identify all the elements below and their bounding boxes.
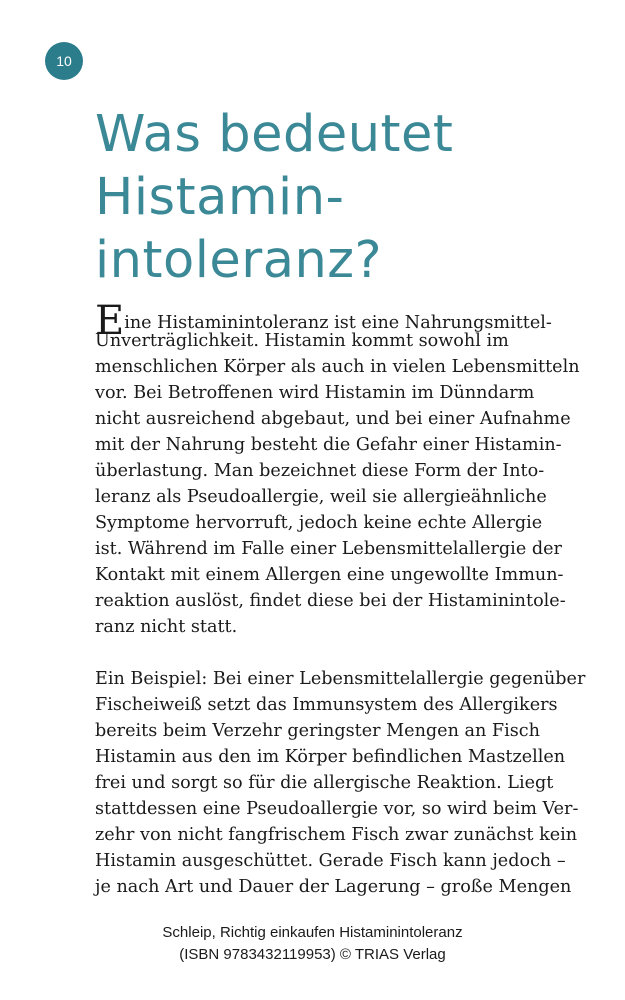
text-line: überlastung. Man bezeichnet diese Form der Into-: [95, 461, 545, 481]
text-line: Histamin ausgeschüttet. Gerade Fisch kann jedoch –: [95, 851, 566, 871]
chapter-title: [95, 103, 595, 292]
drop-cap: E: [95, 298, 125, 344]
text-line-rest: ine Histaminintoleranz ist eine Nahrungsmittel-: [124, 313, 552, 333]
text-line: nicht ausreichend abgebaut, und bei einer Aufnahme: [95, 409, 571, 429]
footer-line: (ISBN 9783432119953) © TRIAS Verlag: [179, 946, 446, 963]
title-line: Histamin-: [95, 168, 345, 227]
citation-footer: [0, 922, 625, 966]
text-line: frei und sorgt so für die allergische Reaktion. Liegt: [95, 773, 554, 793]
text-line: Fischeiweiß setzt das Immunsystem des Allergikers: [95, 695, 558, 715]
text-line: reaktion auslöst, findet diese bei der Histaminintole-: [95, 591, 566, 611]
title-line: Was bedeutet: [95, 105, 454, 164]
text-line: ist. Während im Falle einer Lebensmittelallergie der: [95, 539, 562, 559]
paragraph-1: [95, 298, 585, 640]
text-line: Histamin aus den im Körper befindlichen Mastzellen: [95, 747, 566, 767]
text-line: Unverträglichkeit. Histamin kommt sowohl im: [95, 331, 509, 351]
text-line: Symptome hervorruft, jedoch keine echte Allergie: [95, 513, 543, 533]
body-text: [95, 298, 586, 900]
text-line: bereits beim Verzehr geringster Mengen an Fisch: [95, 721, 540, 741]
text-line: je nach Art und Dauer der Lagerung – große Mengen: [95, 877, 572, 897]
text-line: Ein Beispiel: Bei einer Lebensmittelallergie gegenüber: [95, 669, 586, 689]
title-line: intoleranz?: [95, 231, 383, 290]
text-line: menschlichen Körper als auch in vielen Lebensmitteln: [95, 357, 580, 377]
text-line: mit der Nahrung besteht die Gefahr einer Histamin-: [95, 435, 562, 455]
paragraph-gap: [95, 640, 585, 666]
page-number-badge: 10: [45, 42, 83, 80]
text-line: leranz als Pseudoallergie, weil sie allergieähnliche: [95, 487, 547, 507]
paragraph-2: [95, 666, 585, 900]
footer-line: Schleip, Richtig einkaufen Histaminintoleranz: [162, 924, 463, 941]
text-line: ranz nicht statt.: [95, 617, 238, 637]
text-line: stattdessen eine Pseudoallergie vor, so wird beim Ver-: [95, 799, 579, 819]
text-line: zehr von nicht fangfrischem Fisch zwar zunächst kein: [95, 825, 578, 845]
text-line: vor. Bei Betroffenen wird Histamin im Dünndarm: [95, 383, 535, 403]
text-line: Kontakt mit einem Allergen eine ungewollte Immun-: [95, 565, 564, 585]
